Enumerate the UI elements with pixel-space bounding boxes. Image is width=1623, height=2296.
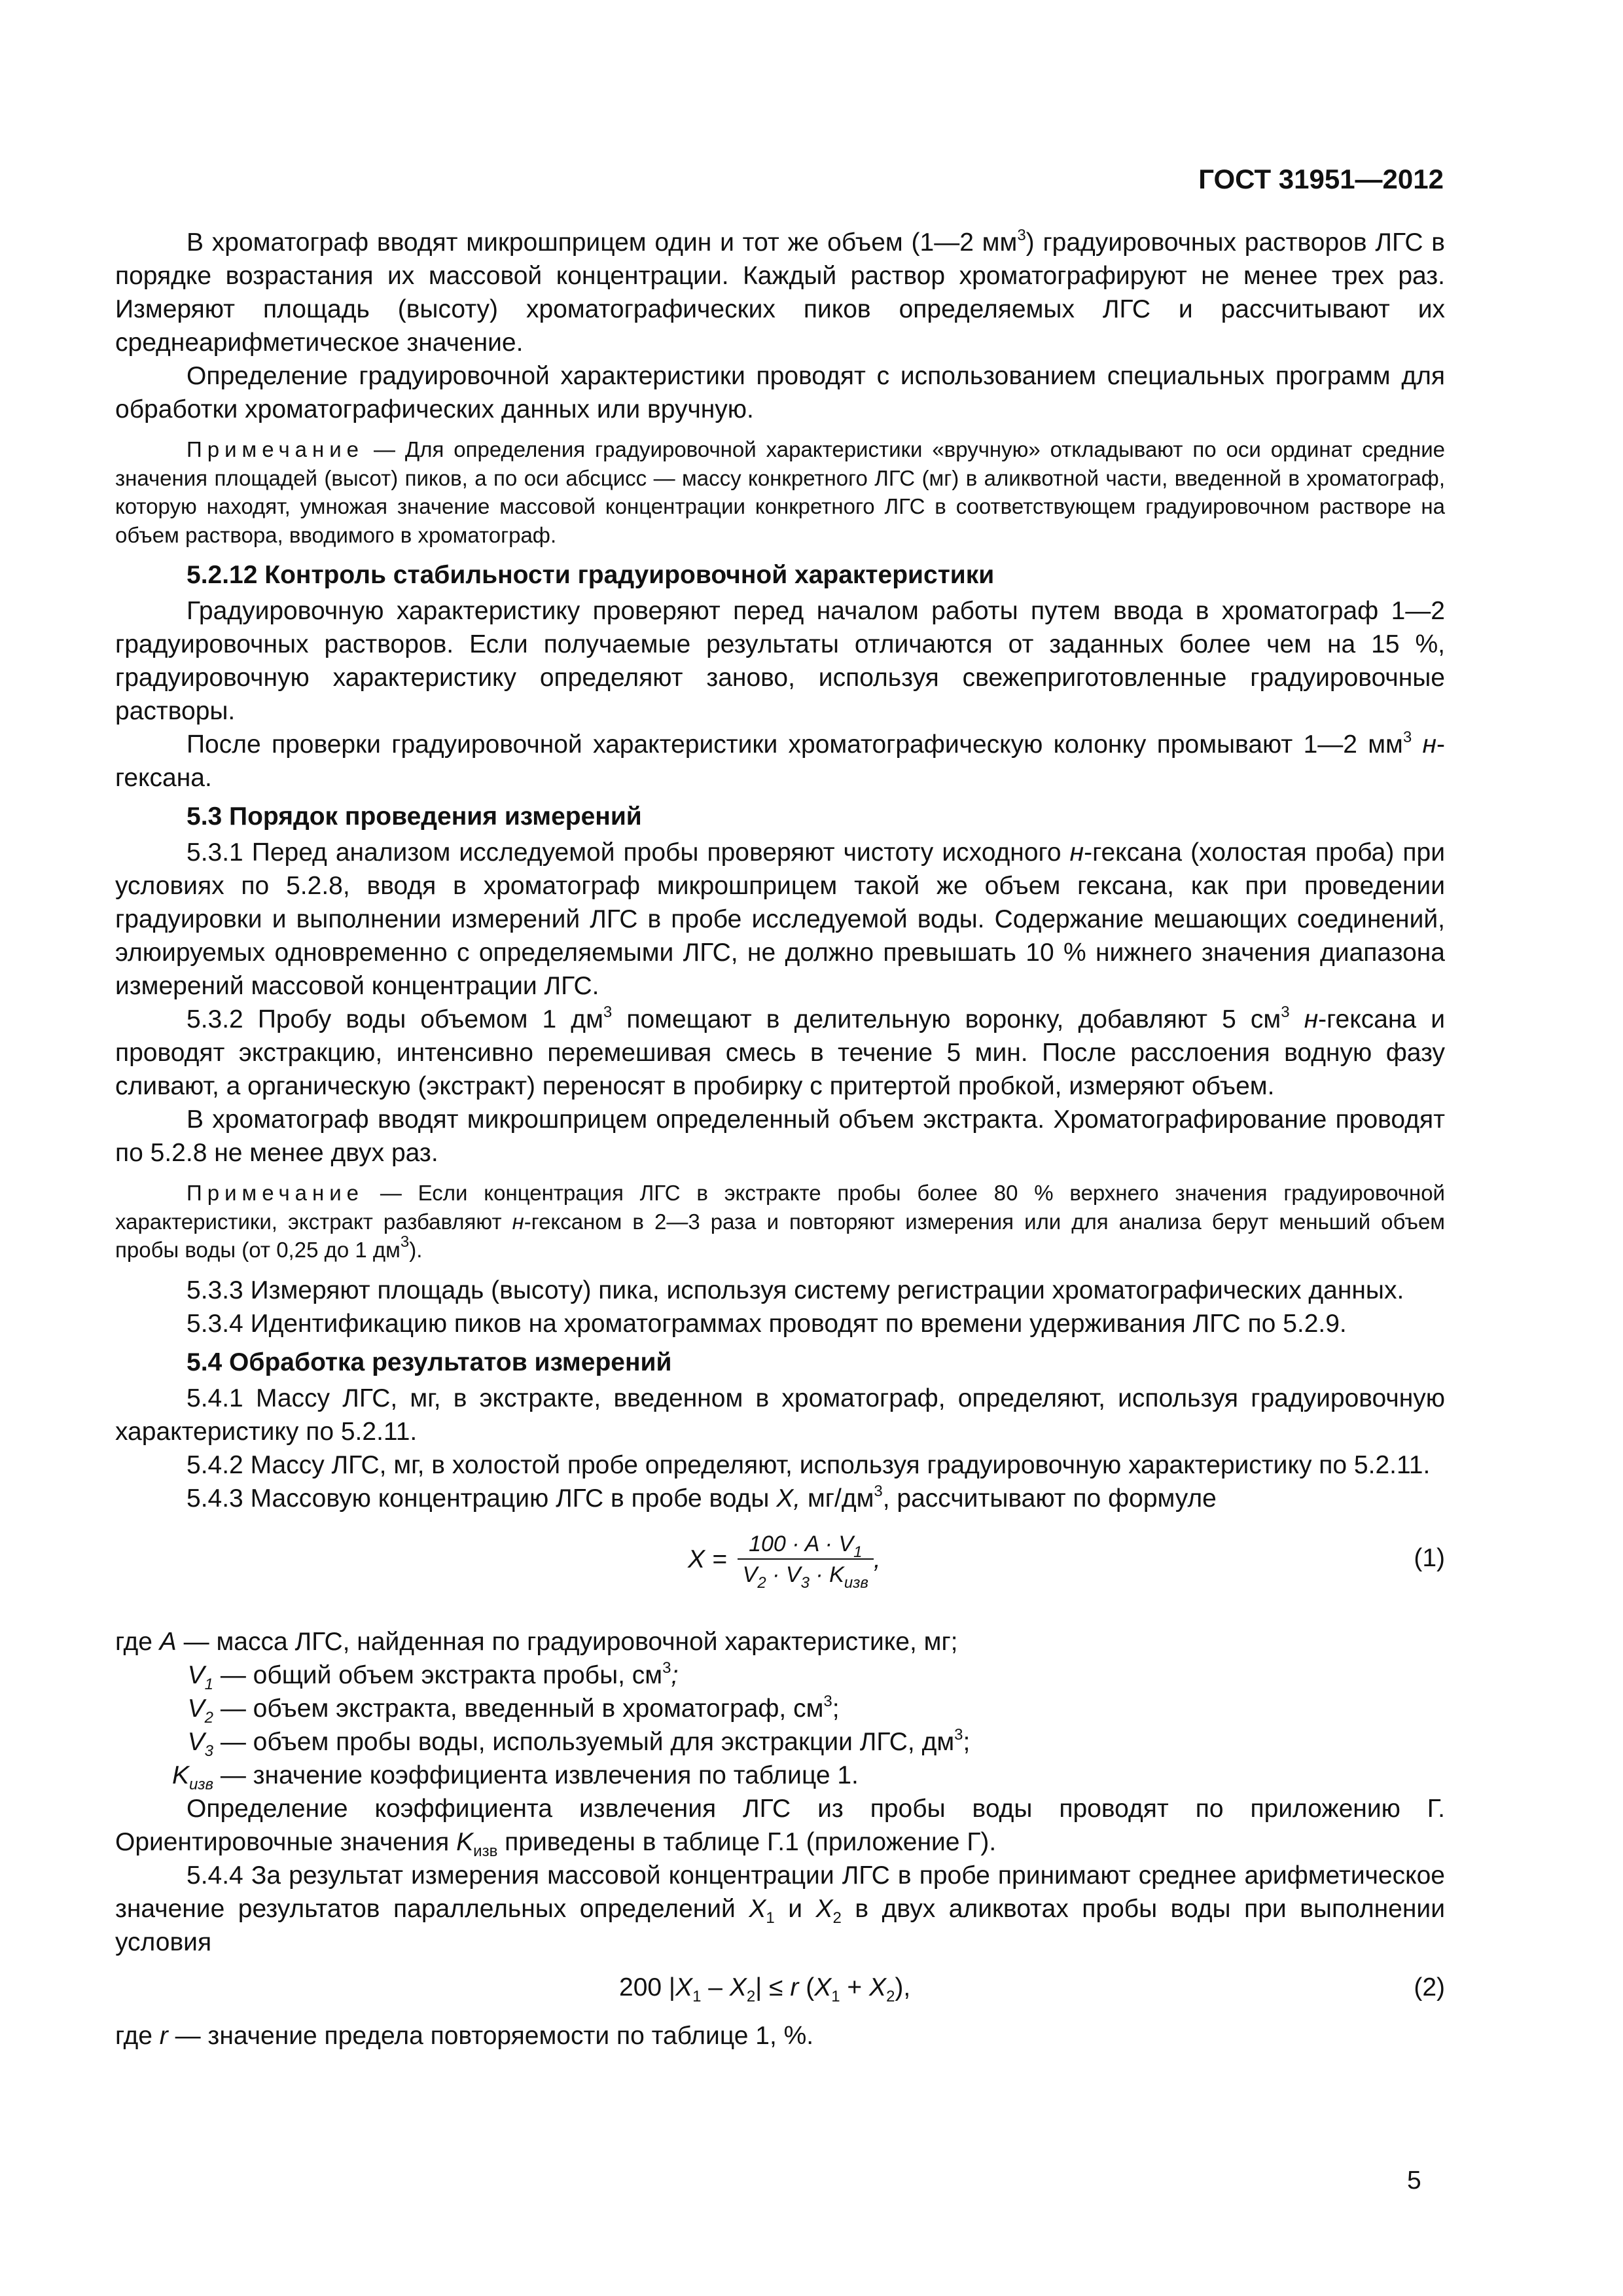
note-dilution bbox=[115, 1179, 1445, 1265]
italic-n: н bbox=[1069, 838, 1084, 867]
subscript: 1 bbox=[204, 1675, 213, 1693]
symbol: A bbox=[159, 1627, 177, 1656]
subscript: изв bbox=[844, 1573, 868, 1592]
superscript: 3 bbox=[874, 1482, 883, 1500]
text: ; bbox=[832, 1694, 840, 1723]
text: — масса ЛГС, найденная по градуировочной характеристике, мг; bbox=[176, 1627, 958, 1656]
superscript: 3 bbox=[823, 1692, 832, 1710]
text: K bbox=[171, 1761, 189, 1789]
text: | ≤ bbox=[755, 1973, 791, 2001]
note-label: Примечание bbox=[187, 437, 365, 461]
paragraph-5-4-4 bbox=[115, 1859, 1445, 1959]
italic-n: н bbox=[1422, 730, 1436, 759]
text: 5.4.4 За результат измерения массовой концентрации ЛГС в пробе принимают среднее арифметическое значение результатов параллельных определений bbox=[115, 1861, 1445, 1923]
fraction-denominator bbox=[738, 1560, 874, 1590]
subscript: 1 bbox=[766, 1909, 775, 1927]
paragraph-5-3-1 bbox=[115, 836, 1445, 1003]
symbol: X bbox=[869, 1973, 887, 2001]
formula-fraction bbox=[688, 1530, 881, 1590]
paragraph-5-3-2 bbox=[115, 1003, 1445, 1103]
superscript: 3 bbox=[400, 1233, 410, 1251]
superscript: 3 bbox=[1017, 226, 1026, 244]
text: После проверки градуировочной характеристики хроматографическую колонку промывают 1—2 мм bbox=[187, 730, 1403, 759]
symbol bbox=[115, 1725, 213, 1759]
text: Определение коэффициента извлечения ЛГС из пробы воды проводят по приложению Г. Ориентировочные значения bbox=[115, 1794, 1445, 1856]
subscript: 3 bbox=[204, 1742, 213, 1760]
fraction-numerator bbox=[738, 1530, 874, 1560]
note-text: ). bbox=[409, 1238, 423, 1262]
formula-2-body bbox=[619, 1971, 910, 2004]
text: 5.4.3 Массовую концентрацию ЛГС в пробе воды bbox=[187, 1484, 777, 1513]
text: + bbox=[840, 1973, 870, 2001]
symbol bbox=[115, 1692, 213, 1725]
subscript: 2 bbox=[204, 1708, 213, 1727]
where-item-r bbox=[115, 2019, 1445, 2053]
text: 5.3.2 Пробу воды объемом 1 дм bbox=[187, 1005, 603, 1033]
note-label: Примечание bbox=[187, 1181, 365, 1205]
superscript: 3 bbox=[662, 1659, 671, 1677]
text: — объем пробы воды, используемый для экстракции ЛГС, дм bbox=[213, 1727, 955, 1756]
heading-5-3: 5.3 Порядок проведения измерений bbox=[187, 802, 642, 831]
heading-5-2-12: 5.2.12 Контроль стабильности градуировочной характеристики bbox=[187, 561, 995, 589]
fraction bbox=[738, 1530, 874, 1590]
text: 200 | bbox=[619, 1973, 676, 2001]
text: – bbox=[701, 1973, 730, 2001]
equation-number-2: (2) bbox=[1414, 1973, 1445, 2001]
text: где bbox=[115, 1627, 160, 1656]
formula-tail: , bbox=[873, 1545, 881, 1573]
symbol: X bbox=[749, 1894, 766, 1923]
symbol: r bbox=[159, 2021, 168, 2050]
note-text: — Для определения градуировочной характеристики «вручную» откладывают по оси ординат средние значения площадей (высот) пиков, а по оси абсцисс — массу конкретного ЛГС (мг) в аликвотной части, введенной в хроматограф, которую находят, умножая значение массовой концентрации конкретного ЛГС в соответствующем градуировочном растворе на объем раствора, вводимого в хроматограф. bbox=[115, 437, 1445, 547]
text: V bbox=[742, 1562, 758, 1587]
subscript: 1 bbox=[831, 1987, 840, 2005]
subscript: 1 bbox=[692, 1987, 702, 2005]
page-body bbox=[115, 226, 1445, 2053]
subscript: изв bbox=[473, 1842, 498, 1860]
text: — значение предела повторяемости по таблице 1, %. bbox=[168, 2021, 814, 2050]
superscript: 3 bbox=[954, 1725, 963, 1744]
formula-lhs: X = bbox=[688, 1545, 727, 1573]
text: V bbox=[187, 1660, 205, 1689]
paragraph-column-rinse bbox=[115, 728, 1445, 795]
where-item-v1 bbox=[115, 1659, 1445, 1692]
text: 5.3.1 Перед анализом исследуемой пробы проверяют чистоту исходного bbox=[187, 838, 1070, 867]
note-text: — Если концентрация ЛГС в экстракте пробы более 80 % верхнего значения градуировочной характеристики, экстракт разбавляют bbox=[115, 1181, 1445, 1234]
paragraph-5-4-1: 5.4.1 Массу ЛГС, мг, в экстракте, введенном в хроматограф, определяют, используя градуировочную характеристику по 5.2.11. bbox=[115, 1384, 1445, 1446]
document-header: ГОСТ 31951—2012 bbox=[1198, 164, 1444, 194]
paragraph-recovery-coefficient bbox=[115, 1792, 1445, 1859]
paragraph-calibration-method: Определение градуировочной характеристики проводят с использованием специальных программ для обработки хроматографических данных или вручную. bbox=[115, 362, 1445, 423]
paragraph-5-4-2: 5.4.2 Массу ЛГС, мг, в холостой пробе определяют, используя градуировочную характеристику по 5.2.11. bbox=[187, 1450, 1431, 1479]
superscript: 3 bbox=[1281, 1003, 1290, 1021]
symbol: r bbox=[790, 1973, 799, 2001]
equation-number-1: (1) bbox=[1414, 1543, 1445, 1572]
text: -гексана (холостая проба) при условиях по 5.2.8, вводя в хроматограф микрошприцем такой же объем гексана, как при проведении градуировки и выполнении измерений ЛГС в пробе исследуемой воды. Содержание мешающих соединений, элюируемых одновременно с определяемыми ЛГС, не должно превышать 10 % нижнего значения диапазона измерений массовой концентрации ЛГС. bbox=[115, 838, 1445, 1000]
superscript: 3 bbox=[1402, 728, 1412, 746]
text: — общий объем экстракта пробы, см bbox=[213, 1660, 663, 1689]
italic-symbol: X, bbox=[776, 1484, 801, 1513]
text: ) градуировочных растворов ЛГС в порядке возрастания их массовой концентрации. Каждый раствор хроматографируют не менее трех раз. Измеряют площадь (высоту) хроматографических пиков определяемых ЛГС и рассчитывают их среднеарифметическое значение. bbox=[115, 228, 1445, 357]
paragraph-5-3-3: 5.3.3 Измеряют площадь (высоту) пика, используя систему регистрации хроматографических данных. bbox=[187, 1276, 1404, 1304]
symbol: K bbox=[456, 1827, 474, 1856]
subscript: 2 bbox=[832, 1909, 842, 1927]
text: В хроматограф вводят микрошприцем один и тот же объем (1—2 мм bbox=[187, 228, 1018, 257]
paragraph-5-3-2-injection: В хроматограф вводят микрошприцем определенный объем экстракта. Хроматографирование проводят по 5.2.8 не менее двух раз. bbox=[115, 1105, 1445, 1167]
symbol: X bbox=[675, 1973, 693, 2001]
formula-1 bbox=[115, 1523, 1445, 1621]
subscript: 1 bbox=[853, 1543, 863, 1561]
text: ( bbox=[798, 1973, 815, 2001]
italic-n: н bbox=[1304, 1005, 1319, 1033]
text: · K bbox=[809, 1562, 844, 1587]
text: ; bbox=[963, 1727, 971, 1756]
where-item-k bbox=[115, 1759, 1445, 1792]
paragraph-5-4-3 bbox=[115, 1482, 1445, 1515]
symbol: X bbox=[729, 1973, 747, 2001]
text: 100 · A · V bbox=[749, 1531, 854, 1556]
symbol bbox=[115, 1759, 213, 1792]
text: — объем экстракта, введенный в хроматограф, см bbox=[213, 1694, 824, 1723]
text: , рассчитывают по формуле bbox=[882, 1484, 1217, 1513]
paragraph-calibration-check: Градуировочную характеристику проверяют перед началом работы путем ввода в хроматограф 1—2 градуировочных растворов. Если получаемые результаты отличаются от заданных более чем на 15 %, градуировочную характеристику определяют заново, используя свежеприготовленные градуировочные растворы. bbox=[115, 597, 1445, 725]
symbol bbox=[115, 1659, 213, 1692]
subscript: 2 bbox=[757, 1573, 766, 1592]
where-item-v2 bbox=[115, 1692, 1445, 1725]
where-block bbox=[115, 1625, 1445, 1792]
text: приведены в таблице Г.1 (приложение Г). bbox=[497, 1827, 997, 1856]
note-manual-calibration bbox=[115, 435, 1445, 549]
formula-2 bbox=[115, 1971, 1445, 2010]
subscript: 2 bbox=[746, 1987, 756, 2005]
text: — значение коэффициента извлечения по таблице 1. bbox=[213, 1761, 859, 1789]
italic-n: н bbox=[512, 1209, 524, 1234]
text: ), bbox=[895, 1973, 911, 2001]
text: · V bbox=[766, 1562, 801, 1587]
where-item-a bbox=[115, 1625, 1445, 1659]
subscript: изв bbox=[188, 1775, 213, 1793]
text: помещают в делительную воронку, добавляют 5 см bbox=[612, 1005, 1281, 1033]
subscript: 3 bbox=[800, 1573, 810, 1592]
page-number: 5 bbox=[1407, 2166, 1421, 2195]
symbol: X bbox=[814, 1973, 832, 2001]
note-text: -гексаном в 2—3 раза и повторяют измерения или для анализа берут меньший объем пробы воды (от 0,25 до 1 дм bbox=[115, 1209, 1445, 1262]
text: и bbox=[774, 1894, 816, 1923]
text: V bbox=[187, 1694, 205, 1723]
where-item-v3 bbox=[115, 1725, 1445, 1759]
heading-5-4: 5.4 Обработка результатов измерений bbox=[187, 1348, 672, 1376]
subscript: 2 bbox=[886, 1987, 895, 2005]
text: V bbox=[187, 1727, 205, 1756]
text: -гексана. bbox=[115, 730, 1445, 792]
text: в двух аликвотах пробы воды при выполнении условия bbox=[115, 1894, 1445, 1956]
symbol: X bbox=[815, 1894, 833, 1923]
text: -гексана и проводят экстракцию, интенсивно перемешивая смесь в течение 5 мин. После расслоения водную фазу сливают, а органическую (экстракт) переносят в пробирку с притертой пробкой, измеряют объем. bbox=[115, 1005, 1445, 1100]
text: мг/дм bbox=[800, 1484, 874, 1513]
paragraph-calibration-injection bbox=[115, 226, 1445, 359]
text: ; bbox=[671, 1660, 679, 1689]
paragraph-5-3-4: 5.3.4 Идентификацию пиков на хроматограммах проводят по времени удерживания ЛГС по 5.2.9. bbox=[187, 1309, 1347, 1338]
superscript: 3 bbox=[603, 1003, 613, 1021]
text: где bbox=[115, 2021, 160, 2050]
